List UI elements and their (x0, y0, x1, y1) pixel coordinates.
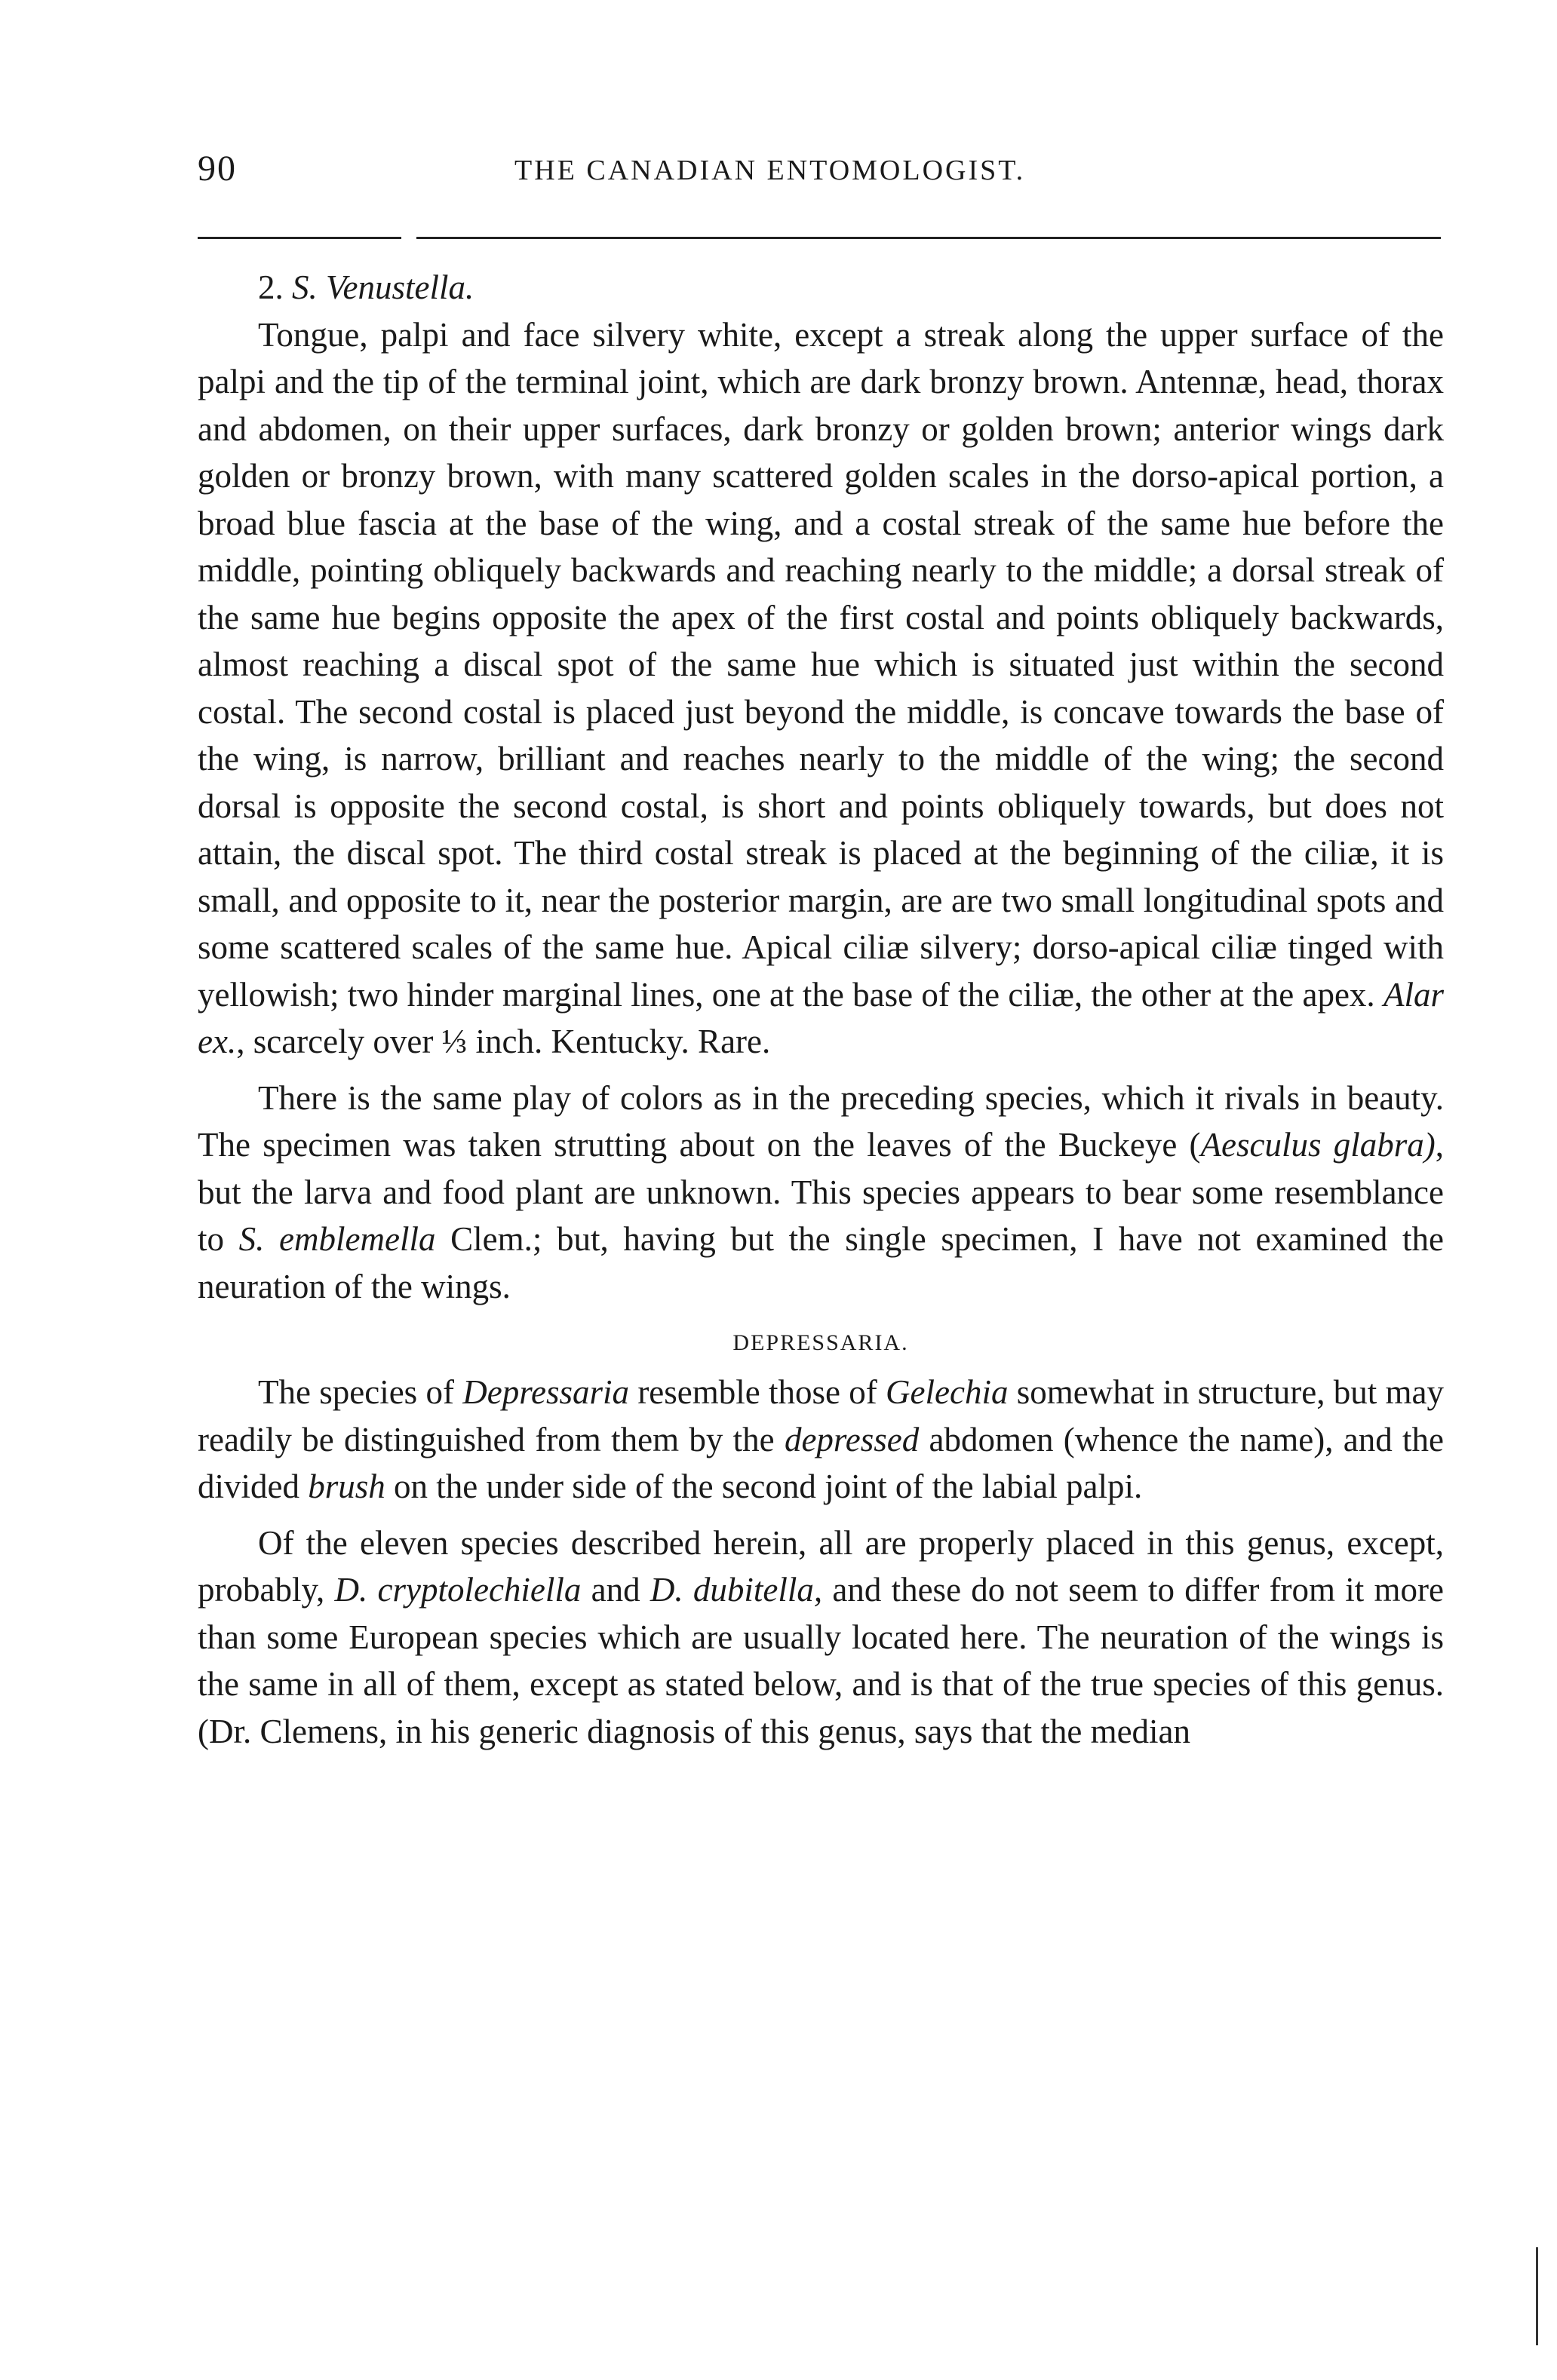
species-text-c: and these do not seem to differ from it more than some European species which are usually located here. The neuration of the wings is the same in all of them, except as stated below, and is that of the true species of this genus. (Dr. Clemens, in his generic diagnosis of this genus, says that the median (198, 1571, 1444, 1750)
genus-species-paragraph (198, 1520, 1444, 1756)
species-description-paragraph (198, 311, 1444, 1066)
intro-text-d: abdomen (whence the name), and the divided (198, 1420, 1445, 1505)
compared-species: S. emblemella (238, 1220, 436, 1258)
description-tail: , scarcely over ⅓ inch. Kentucky. Rare. (236, 1023, 771, 1060)
header-rule-right (416, 237, 1441, 239)
running-title: THE CANADIAN ENTOMOLOGIST. (514, 155, 1026, 186)
genus-gelechia: Gelechia (886, 1373, 1009, 1411)
description-text: Tongue, palpi and face silvery white, except a streak along the upper surface of the palpi and the tip of the terminal joint, which are dark bronzy brown. Antennæ, head, thorax and abdomen, on their upper surfaces, dark bronzy or golden brown; anterior wings dark golden or bronzy brown, with many scattered golden scales in the dorso-apical portion, a broad blue fascia at the base of the wing, and a costal streak of the same hue before the middle, pointing obliquely backwards and reaching nearly to the middle; a dorsal streak of the same hue begins opposite the apex of the first costal and points obliquely backwards, almost reaching a discal spot of the same hue which is situated just within the second costal. The second costal is placed just beyond the middle, is concave towards the base of the wing, is narrow, brilliant and reaches nearly to the middle of the wing; the second dorsal is opposite the second costal, is short and points obliquely towards, but does not attain, the discal spot. The third costal streak is placed at the beginning of the ciliæ, it is small, and opposite to it, near the posterior margin, are are two small longitudinal spots and some scattered scales of the same hue. Apical ciliæ silvery; dorso-apical ciliæ tinged with yellowish; two hinder marginal lines, one at the base of the ciliæ, the other at the apex. (198, 315, 1444, 1014)
page-header (198, 148, 1444, 193)
species-number: 2. (258, 268, 284, 306)
margin-scan-mark (1536, 2247, 1538, 2345)
intro-text-a: The species of (258, 1373, 463, 1411)
alar-expanse-label: Alar ex. (198, 975, 1444, 1060)
genus-depressaria: Depressaria (462, 1373, 630, 1411)
species-cryptolechiella: D. cryptolechiella (334, 1571, 582, 1609)
section-heading: DEPRESSARIA. (732, 1330, 909, 1355)
plant-name: Aesculus glabra) (1200, 1126, 1436, 1164)
page-number: 90 (198, 149, 237, 189)
species-text-b: and (581, 1571, 650, 1609)
genus-intro-paragraph (198, 1369, 1444, 1511)
remarks-text-c: Clem.; but, having but the single specimen, I have not examined the neuration of the wings. (198, 1220, 1444, 1305)
remarks-text-a: There is the same play of colors as in the preceding species, which it rivals in beauty. The specimen was taken strutting about on the leaves of the Buckeye ( (198, 1078, 1444, 1164)
remarks-paragraph (198, 1075, 1444, 1311)
term-brush: brush (308, 1468, 385, 1505)
intro-text-b: resemble those of (629, 1373, 886, 1411)
species-name: S. Venustella. (292, 268, 474, 306)
intro-text-e: on the under side of the second joint of the labial palpi. (385, 1468, 1143, 1505)
intro-text-c: somewhat in structure, but may readily be distinguished from them by the (198, 1373, 1444, 1458)
header-rule-left (198, 237, 401, 239)
species-text-a: Of the eleven species described herein, all are properly placed in this genus, except, probably, (198, 1523, 1444, 1609)
remarks-text-b: , but the larva and food plant are unknown. This species appears to bear some resemblance to (198, 1126, 1444, 1258)
term-depressed: depressed (784, 1420, 920, 1458)
species-dubitella: D. dubitella, (650, 1571, 823, 1609)
species-heading (198, 264, 1444, 311)
article-body (198, 264, 1444, 1755)
